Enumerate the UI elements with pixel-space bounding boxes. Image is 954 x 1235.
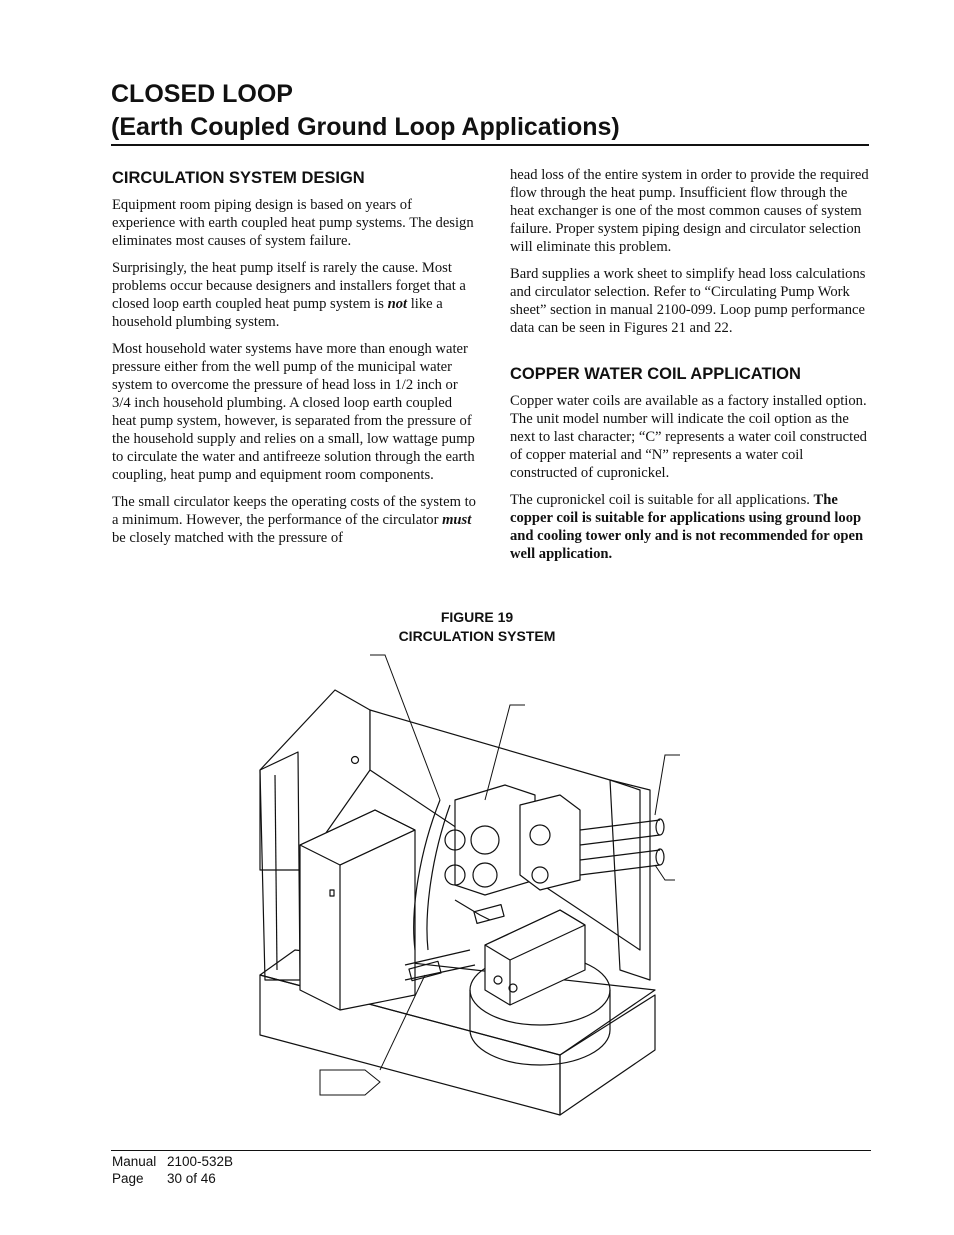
right-paragraph-2: Bard supplies a work sheet to simplify head loss calculations and circulator selection. Refer to “Circulating Pump Work sheet” section in manual 2100-099. Loop pump performance data can be seen in Figures 21 and 22. xyxy=(510,266,866,336)
page-number: 30 of 46 xyxy=(167,1171,216,1186)
footer-divider xyxy=(111,1150,871,1151)
circulation-heading: CIRCULATION SYSTEM DESIGN xyxy=(112,169,365,187)
manual-number: 2100-532B xyxy=(167,1154,234,1169)
emphasis-not: not xyxy=(387,296,408,312)
title-line-2: (Earth Coupled Ground Loop Applications) xyxy=(111,113,620,141)
left-paragraph-2: Surprisingly, the heat pump itself is rarely the cause. Most problems occur because designers and installers forget that a closed loop earth coupled heat pump system is not like a household plumbing system. xyxy=(112,260,466,330)
left-paragraph-1: Equipment room piping design is based on years of experience with earth coupled heat pump systems. The design eliminates most causes of system failure. xyxy=(112,197,474,249)
title-line-1: CLOSED LOOP xyxy=(111,80,293,108)
circulation-system-illustration xyxy=(240,650,700,1130)
left-paragraph-4: The small circulator keeps the operating costs of the system to a minimum. However, the performance of the circulator must be closely matched with the pressure of xyxy=(112,494,476,546)
right-paragraph-3: Copper water coils are available as a factory installed option. The unit model number will indicate the coil option as the next to last character; “C” represents a water coil constructed of copper material and “N” represents a water coil constructed of cupronickel. xyxy=(510,393,867,481)
figure-caption: CIRCULATION SYSTEM xyxy=(398,628,556,644)
copper-warning: The copper coil is suitable for applications using ground loop and cooling tower only and is not recommended for open well application. xyxy=(510,492,864,562)
left-paragraph-3: Most household water systems have more than enough water pressure either from the well pump of the municipal water system to overcome the pressure of head loss in 1/2 inch or 3/4 inch household plumbing. A closed loop earth coupled heat pump system, however, is separated from the pressure of the household supply and relies on a small, low wattage pump to circulate the water and antifreeze solution through the earth coupling, heat pump and equipment room components. xyxy=(112,341,475,483)
page-label: Page xyxy=(112,1171,144,1186)
page-title xyxy=(111,78,871,144)
left-column xyxy=(112,165,476,556)
manual-label: Manual xyxy=(112,1154,157,1169)
right-column xyxy=(510,166,872,572)
right-paragraph-4: The cupronickel coil is suitable for all applications. The copper coil is suitable for applications using ground loop and cooling tower only and is not recommended for open well application. xyxy=(510,492,864,562)
copper-coil-heading: COPPER WATER COIL APPLICATION xyxy=(510,365,801,383)
figure-label: FIGURE 19 xyxy=(440,609,514,625)
title-divider xyxy=(111,144,869,146)
footer xyxy=(112,1153,233,1187)
emphasis-must: must xyxy=(442,512,472,528)
right-paragraph-1: head loss of the entire system in order to provide the required flow through the heat pump. Insufficient flow through the heat exchanger is one of the most common causes of system failure. Proper system piping design and circulator selection will eliminate this problem. xyxy=(510,167,869,255)
